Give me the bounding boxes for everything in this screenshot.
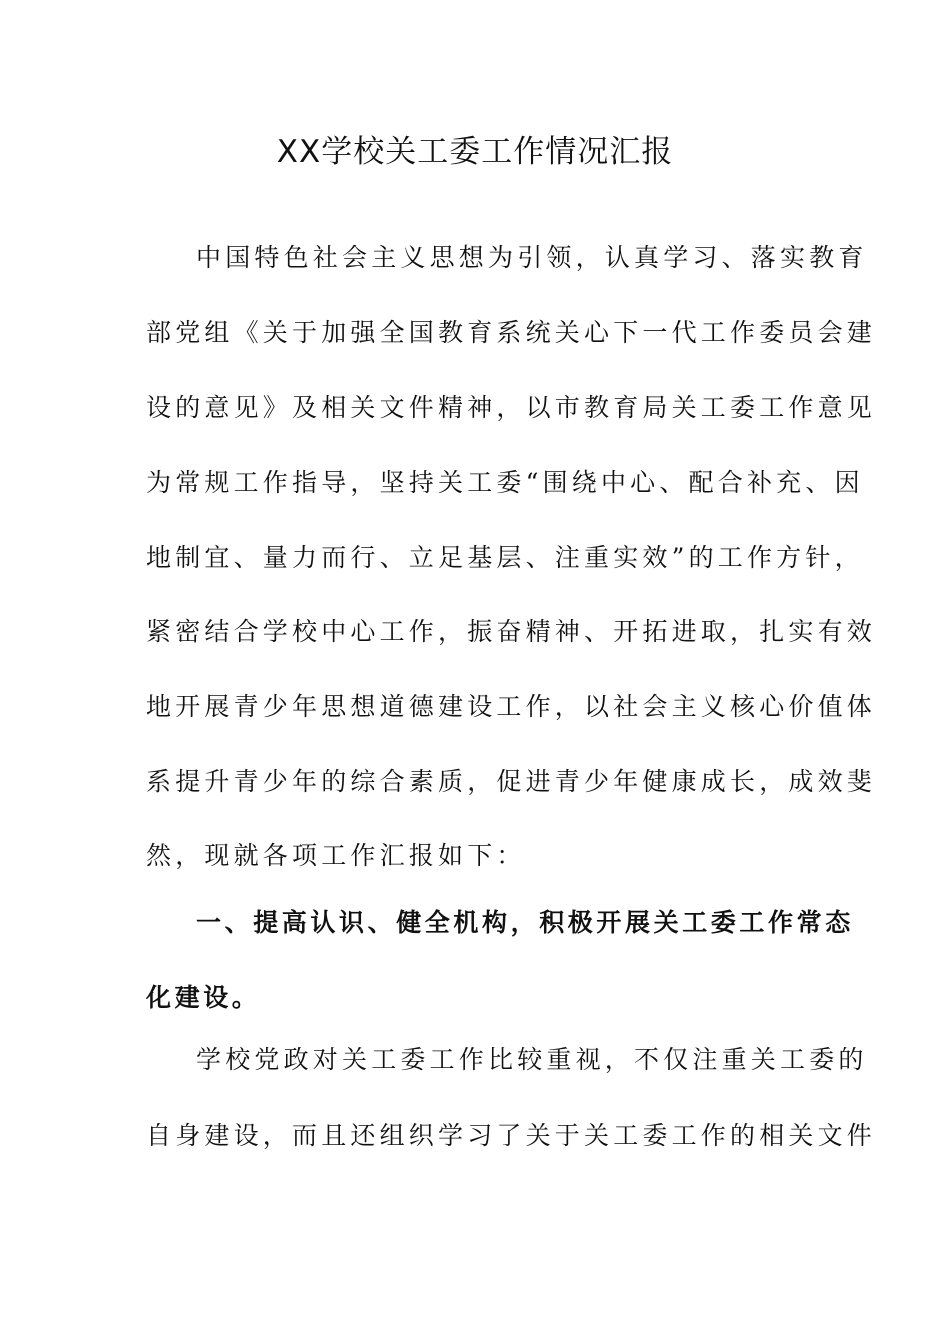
section-heading-line: 化建设。 (146, 983, 261, 1012)
paragraph-1-line: 紧密结合学校中心工作，振奋精神、开拓进取，扎实有效 (146, 617, 877, 646)
paragraph-1-line: 地开展青少年思想道德建设工作，以社会主义核心价值体 (146, 692, 877, 721)
paragraph-2-line: 自身建设，而且还组织学习了关于关工委工作的相关文件 (146, 1121, 877, 1150)
paragraph-1-line: 地制宜、量力而行、立足基层、注重实效”的工作方针， (146, 543, 864, 572)
paragraph-2-line: 学校党政对关工委工作比较重视，不仅注重关工委的 (196, 1045, 868, 1074)
paragraph-1-line: 为常规工作指导，坚持关工委“围绕中心、配合补充、因 (146, 468, 864, 497)
paragraph-1-line: 中国特色社会主义思想为引领，认真学习、落实教育 (196, 243, 868, 272)
paragraph-1-line: 设的意见》及相关文件精神，以市教育局关工委工作意见 (146, 393, 877, 422)
paragraph-1-line: 部党组《关于加强全国教育系统关心下一代工作委员会建 (146, 318, 877, 347)
section-heading-line: 一、提高认识、健全机构，积极开展关工委工作常态 (196, 908, 854, 937)
document-title: XX学校关工委工作情况汇报 (276, 134, 674, 170)
paragraph-1-line: 系提升青少年的综合素质，促进青少年健康成长，成效斐 (146, 767, 877, 796)
paragraph-1-line: 然，现就各项工作汇报如下： (146, 841, 526, 870)
